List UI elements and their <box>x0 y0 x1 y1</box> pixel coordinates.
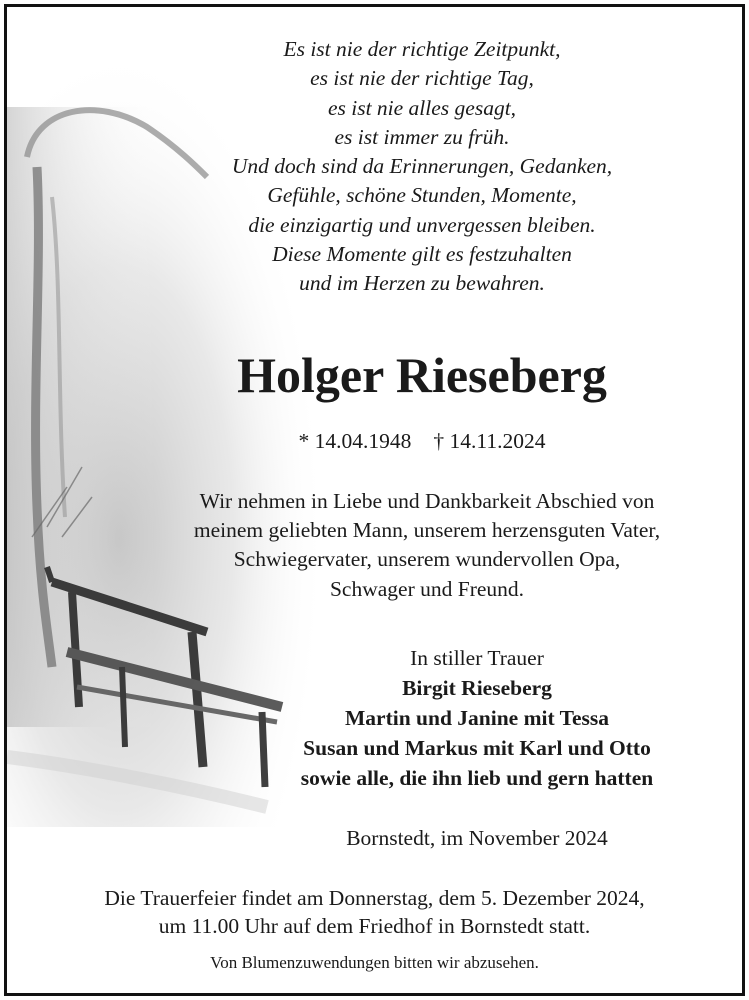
poem-line: Gefühle, schöne Stunden, Momente, <box>267 183 577 208</box>
death-date: † 14.11.2024 <box>433 429 546 453</box>
obituary-notice <box>4 4 745 996</box>
poem-line: die einzigartig und unvergessen bleiben. <box>248 212 596 237</box>
poem-line: es ist nie der richtige Tag, <box>310 66 534 91</box>
poem-line: Und doch sind da Erinnerungen, Gedanken, <box>231 154 613 179</box>
poem-line: Es ist nie der richtige Zeitpunkt, <box>283 37 561 61</box>
place-date: Bornstedt, im November 2024 <box>346 826 608 850</box>
life-dates <box>127 427 717 455</box>
poem-line: und im Herzen zu bewahren. <box>299 271 545 296</box>
poem-line: Diese Momente gilt es festzuhalten <box>272 242 572 267</box>
funeral-line: Die Trauerfeier findet am Donnerstag, dem 5. Dezember 2024, <box>104 886 645 910</box>
message-line: Wir nehmen in Liebe und Dankbarkeit Abschied von <box>199 489 655 513</box>
mourner-name: Birgit Rieseberg <box>402 676 552 700</box>
poem-line: es ist nie alles gesagt, <box>327 95 517 120</box>
deceased-name: Holger Rieseberg <box>237 347 607 403</box>
poem-line: es ist immer zu früh. <box>334 124 510 149</box>
funeral-line: um 11.00 Uhr auf dem Friedhof in Bornstedt statt. <box>158 914 591 938</box>
poem <box>127 35 717 299</box>
mourner-name: Martin und Janine mit Tessa <box>344 706 610 730</box>
flowers-note: Von Blumenzuwendungen bitten wir abzusehen. <box>210 953 539 972</box>
mourners-intro: In stiller Trauer <box>410 646 544 670</box>
mourners-block <box>247 643 707 793</box>
farewell-message <box>117 487 737 604</box>
message-line: meinem geliebten Mann, unserem herzensguten Vater, <box>193 518 661 543</box>
mourner-name: sowie alle, die ihn lieb und gern hatten <box>300 766 654 790</box>
message-line: Schwiegervater, unserem wundervollen Opa, <box>233 547 621 572</box>
mourner-name: Susan und Markus mit Karl und Otto <box>303 736 651 760</box>
birth-date: * 14.04.1948 <box>298 429 412 453</box>
funeral-info <box>7 884 742 940</box>
message-line: Schwager und Freund. <box>329 576 525 601</box>
